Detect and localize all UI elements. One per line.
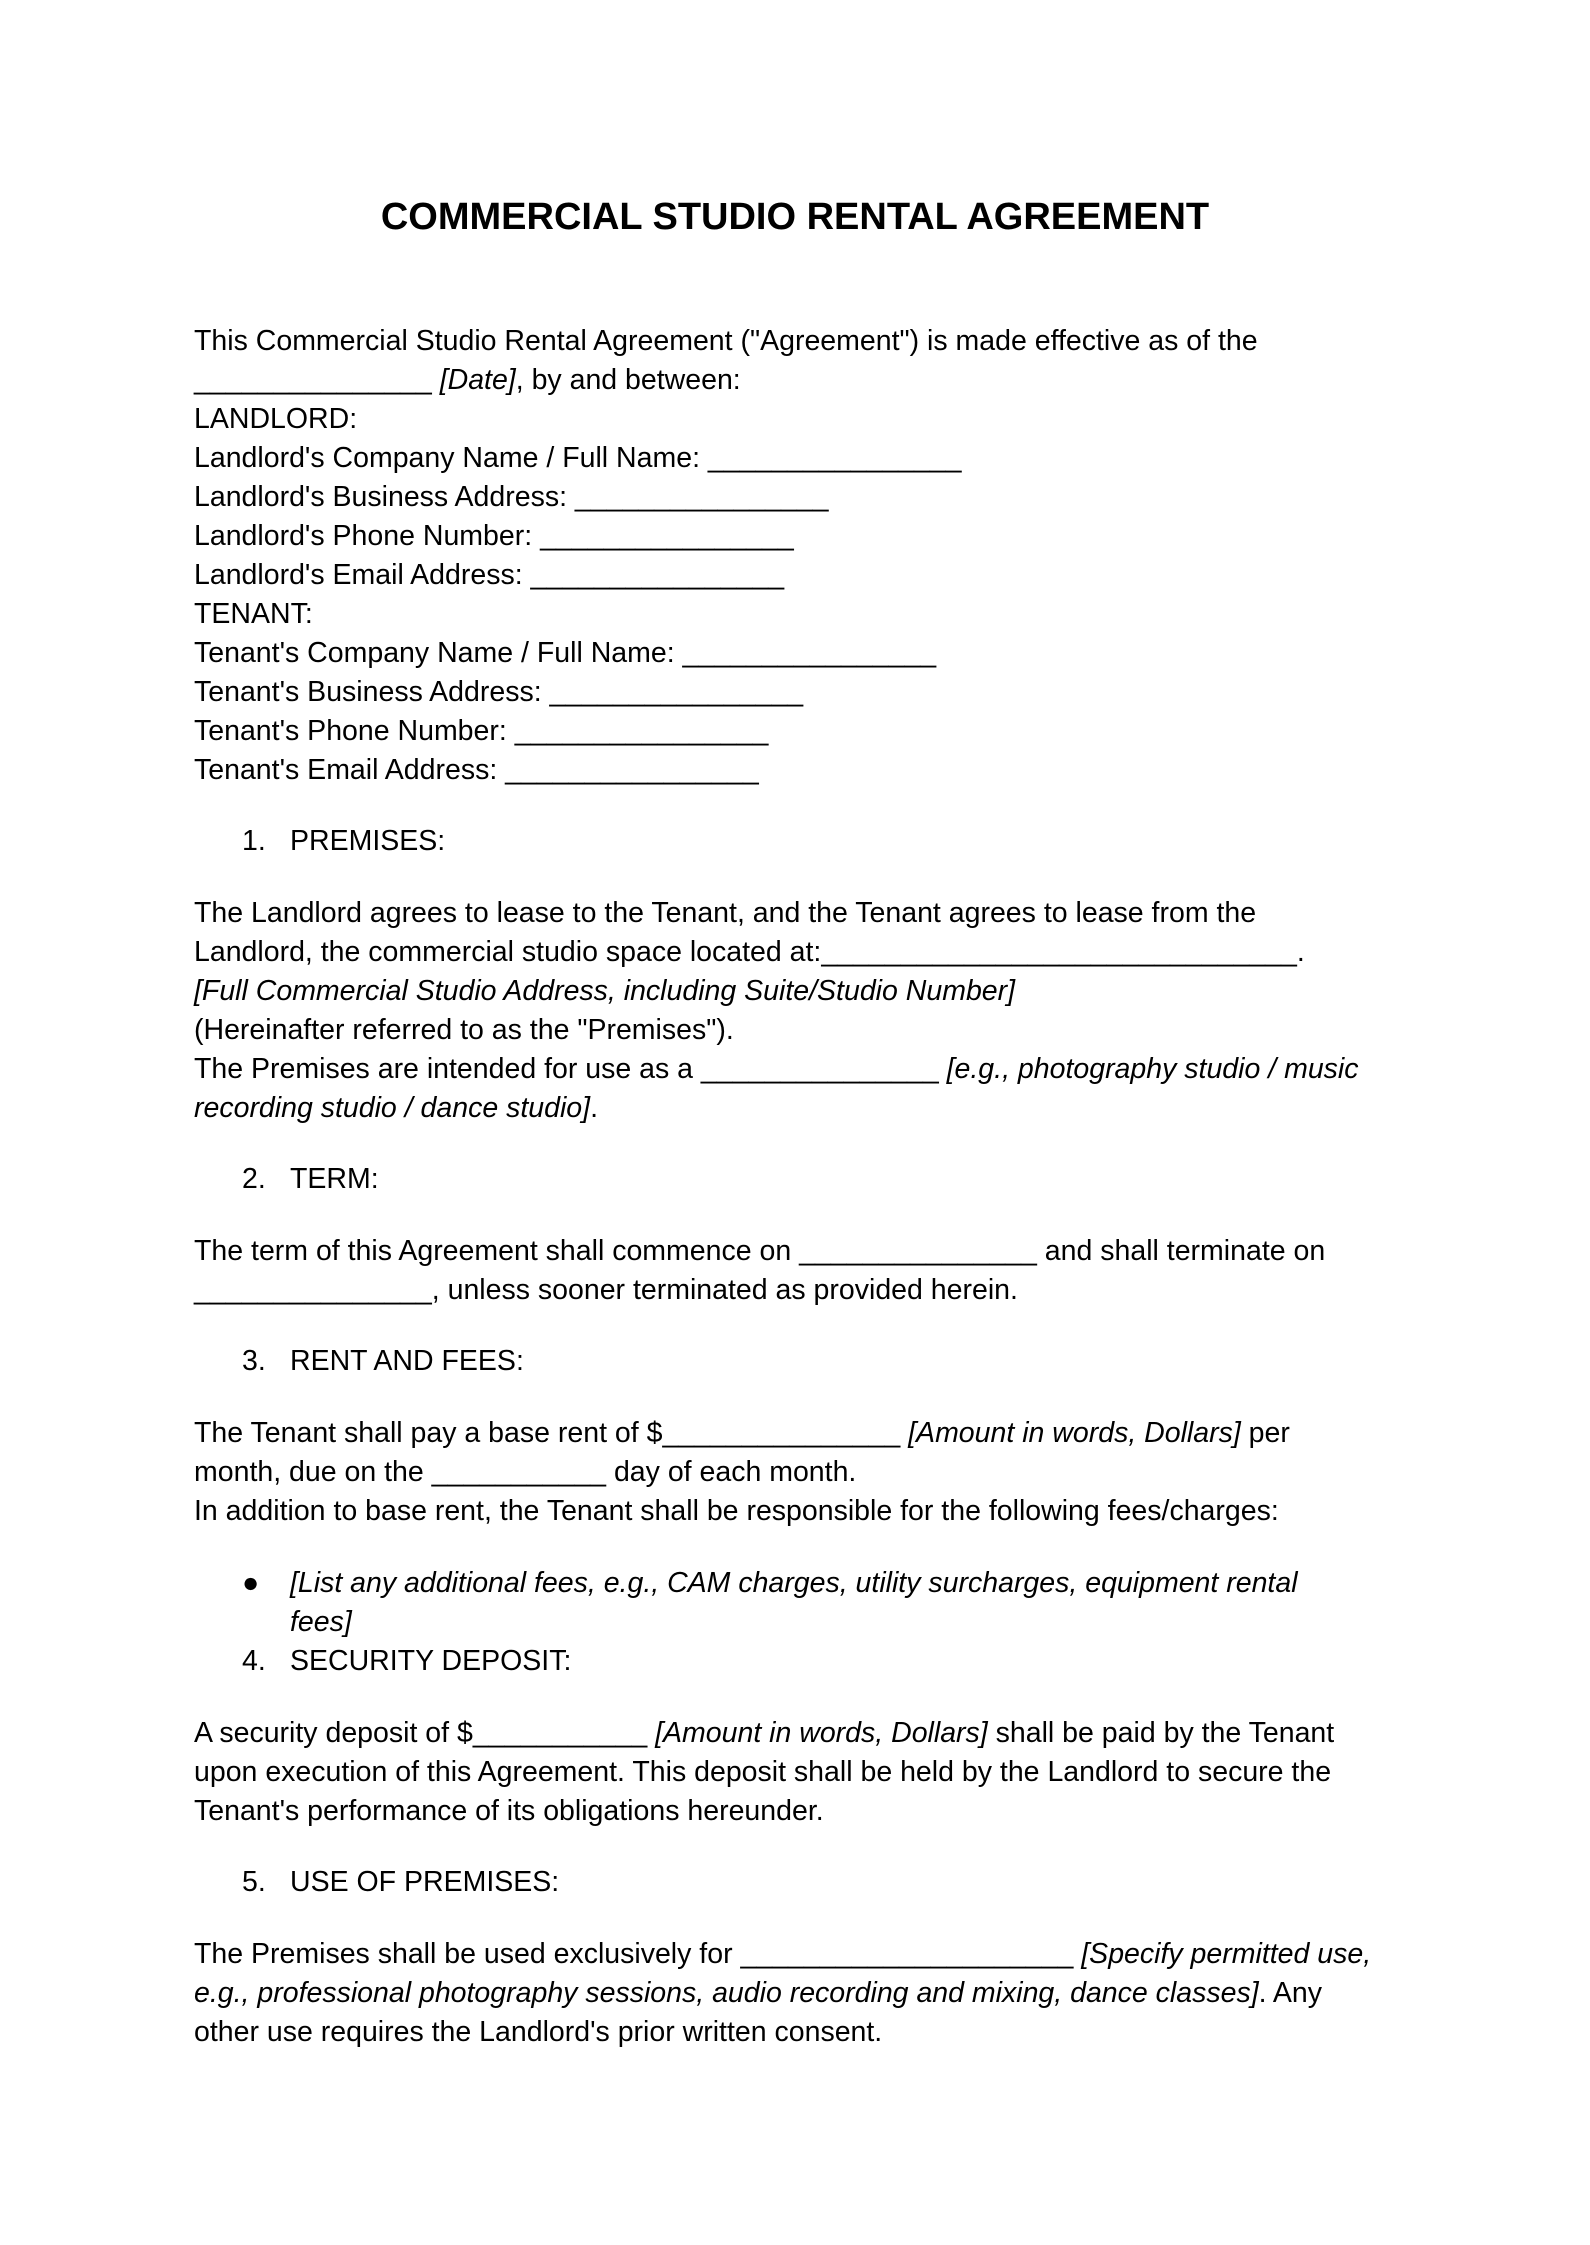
section-number: 3.	[242, 1345, 266, 1377]
section-title: SECURITY DEPOSIT:	[290, 1645, 572, 1677]
rent-per: per	[1240, 1417, 1290, 1449]
document-body	[194, 322, 1414, 2052]
section-heading-premises	[194, 822, 1414, 861]
deposit-line-2: upon execution of this Agreement. This deposit shall be held by the Landlord to secure the	[194, 1756, 1332, 1788]
premises-line-4: (Hereinafter referred to as the "Premises").	[194, 1014, 734, 1046]
premises-line-1: The Landlord agrees to lease to the Tenant, and the Tenant agrees to lease from the	[194, 897, 1257, 929]
deposit-line-1	[194, 1714, 1414, 1753]
premises-period: .	[590, 1092, 598, 1124]
section-heading-use	[194, 1863, 1414, 1902]
bullet-icon: ●	[242, 1567, 260, 1599]
use-text-tail: . Any	[1258, 1977, 1323, 2009]
premises-line-2: Landlord, the commercial studio space located at:______________________________.	[194, 936, 1305, 968]
landlord-name-field: Landlord's Company Name / Full Name: ________________	[194, 442, 962, 474]
use-line-1	[194, 1935, 1414, 1974]
section-number: 4.	[242, 1645, 266, 1677]
premises-use-text: The Premises are intended for use as a _______________	[194, 1053, 947, 1085]
section-title: PREMISES:	[290, 825, 446, 857]
intro-line: This Commercial Studio Rental Agreement ("Agreement") is made effective as of the	[194, 325, 1258, 357]
date-tail: , by and between:	[515, 364, 741, 396]
use-line-2	[194, 1974, 1414, 2013]
deposit-amount-hint: [Amount in words, Dollars]	[655, 1717, 988, 1749]
rent-text: The Tenant shall pay a base rent of $_______________	[194, 1417, 909, 1449]
section-number: 2.	[242, 1163, 266, 1195]
premises-line-5	[194, 1050, 1414, 1089]
fees-list-item	[194, 1564, 1414, 1642]
section-title: TERM:	[290, 1163, 379, 1195]
deposit-text: A security deposit of $___________	[194, 1717, 656, 1749]
landlord-address-field: Landlord's Business Address: ________________	[194, 481, 829, 513]
deposit-line-3: Tenant's performance of its obligations hereunder.	[194, 1795, 824, 1827]
fees-hint: [List any additional fees, e.g., CAM charges, utility surcharges, equipment rental fees]	[290, 1567, 1298, 1638]
premises-use-hint: [e.g., photography studio / music	[946, 1053, 1359, 1085]
rent-line-3: In addition to base rent, the Tenant shall be responsible for the following fees/charges:	[194, 1495, 1279, 1527]
use-hint: [Specify permitted use,	[1081, 1938, 1372, 1970]
date-hint: [Date]	[439, 364, 516, 396]
landlord-email-field: Landlord's Email Address: ________________	[194, 559, 785, 591]
section-number: 5.	[242, 1866, 266, 1898]
section-heading-rent	[194, 1342, 1414, 1381]
tenant-phone-field: Tenant's Phone Number: ________________	[194, 715, 769, 747]
intro-date-line	[194, 361, 1414, 400]
section-number: 1.	[242, 825, 266, 857]
deposit-text-tail: shall be paid by the Tenant	[987, 1717, 1335, 1749]
section-heading-term	[194, 1160, 1414, 1199]
tenant-email-field: Tenant's Email Address: ________________	[194, 754, 759, 786]
date-blank: _______________	[194, 364, 440, 396]
section-title: RENT AND FEES:	[290, 1345, 524, 1377]
section-heading-deposit	[194, 1642, 1414, 1681]
use-hint-cont: e.g., professional photography sessions, audio recording and mixing, dance classes]	[194, 1977, 1259, 2009]
tenant-address-field: Tenant's Business Address: ________________	[194, 676, 804, 708]
landlord-phone-field: Landlord's Phone Number: ________________	[194, 520, 794, 552]
document-title: COMMERCIAL STUDIO RENTAL AGREEMENT	[380, 196, 1210, 238]
rent-amount-hint: [Amount in words, Dollars]	[908, 1417, 1241, 1449]
term-line-2: _______________, unless sooner terminated as provided herein.	[194, 1274, 1018, 1306]
term-line-1: The term of this Agreement shall commence on _______________ and shall terminate on	[194, 1235, 1326, 1267]
use-line-3: other use requires the Landlord's prior written consent.	[194, 2016, 883, 2048]
premises-use-hint-cont: recording studio / dance studio]	[194, 1092, 591, 1124]
landlord-heading: LANDLORD:	[194, 403, 358, 435]
tenant-name-field: Tenant's Company Name / Full Name: ________________	[194, 637, 937, 669]
use-text: The Premises shall be used exclusively for _____________________	[194, 1938, 1082, 1970]
rent-line-1	[194, 1414, 1414, 1453]
rent-line-2: month, due on the ___________ day of each month.	[194, 1456, 857, 1488]
premises-address-hint: [Full Commercial Studio Address, including Suite/Studio Number]	[194, 975, 1016, 1007]
tenant-heading: TENANT:	[194, 598, 313, 630]
section-title: USE OF PREMISES:	[290, 1866, 560, 1898]
premises-line-6	[194, 1089, 1414, 1128]
